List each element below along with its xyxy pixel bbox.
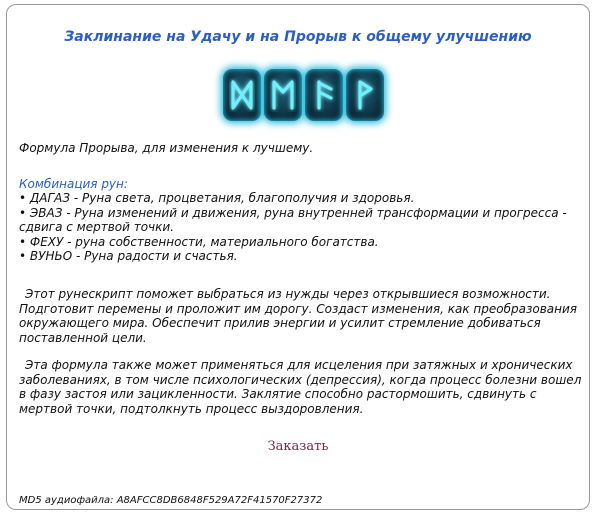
fehu-rune-icon <box>305 69 343 121</box>
list-item: • ДАГАЗ - Руна света, процветания, благополучия и здоровья. <box>19 191 415 205</box>
list-item: • ЭВАЗ - Руна изменений и движения, руна внутренней трансформации и прогресса - сдвига с мертвой точки. <box>19 205 567 234</box>
formula-text: Формула Прорыва, для изменения к лучшему. <box>19 141 314 155</box>
healing-paragraph: Эта формула также может применяться для исцеления при затяжных и хронических заболеваниях, в том числе психологических (депрессия), когда процесс болезни вошел в фазу застоя или зацикленности. Заклятие способно растормошить, сдвинуть с мертвой точки, подтолкнуть процесс выздоровления. <box>19 358 582 416</box>
combination-heading: Комбинация рун: <box>19 177 128 191</box>
order-link[interactable]: Заказать <box>267 439 329 454</box>
ehwaz-rune-icon <box>264 69 302 121</box>
list-item: • ВУНЬО - Руна радости и счастья. <box>19 249 238 263</box>
description-paragraph: Этот рунескрипт поможет выбраться из нужды через открывшиеся возможности. Подготовит перемены и проложит им дорогу. Создаст изменения, как преобразования окружающего мира. Обеспечит прилив энергии и усилит стремление добиваться поставленной цели. <box>19 287 577 345</box>
md5-footer: MD5 аудиофайла: A8AFCC8DB6848F529A72F41570F27372 <box>19 495 323 506</box>
dagaz-rune-icon <box>223 69 261 121</box>
runes-image <box>223 69 393 125</box>
page-title: Заклинание на Удачу и на Прорыв к общему улучшению <box>64 29 532 45</box>
content-card <box>6 4 590 510</box>
wunjo-rune-icon <box>346 69 384 121</box>
list-item: • ФЕХУ - руна собственности, материального богатства. <box>19 234 379 249</box>
combination-list <box>19 191 584 264</box>
